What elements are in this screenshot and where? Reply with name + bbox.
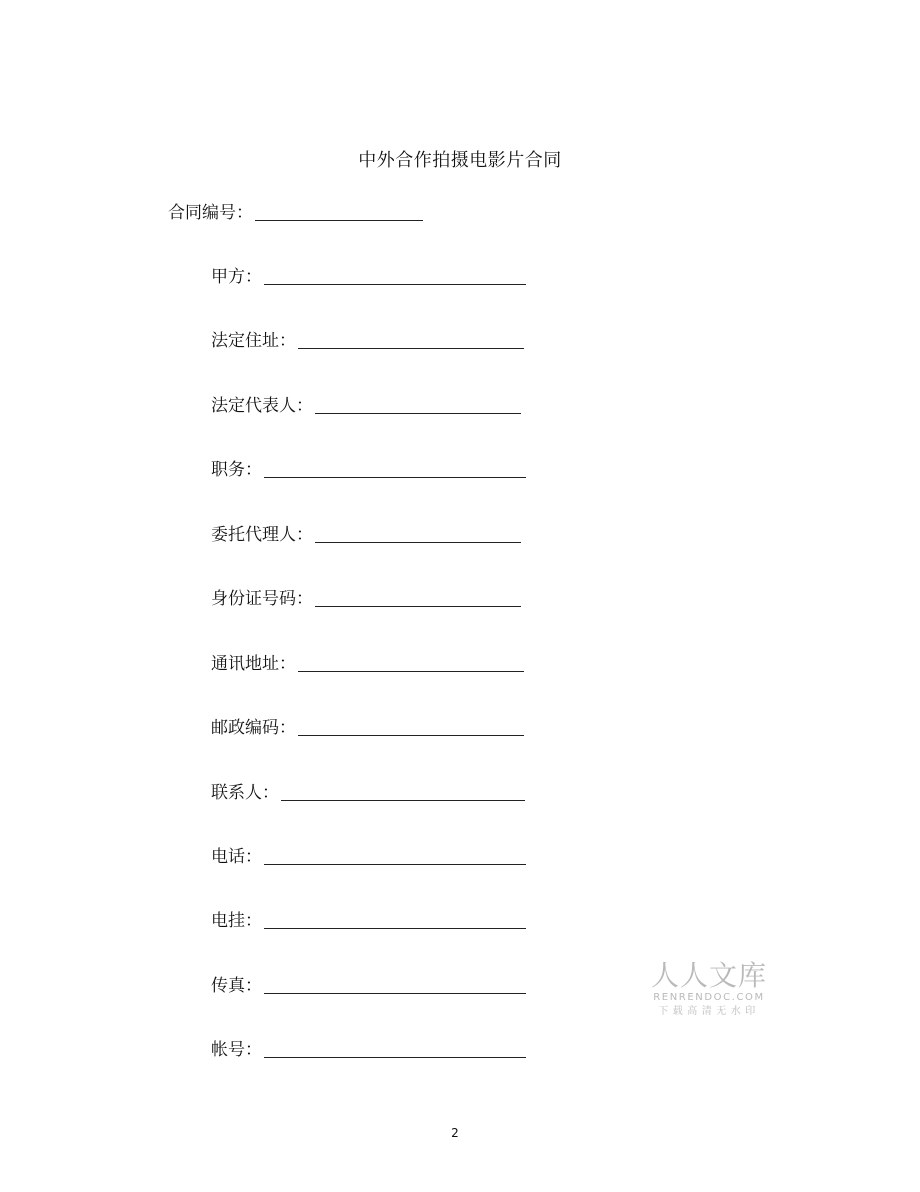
contract-number-field: [168, 200, 423, 224]
position-field: [211, 457, 526, 481]
legal-address-field: [211, 328, 524, 352]
position-blank: [264, 477, 526, 478]
fax-field: [211, 973, 526, 997]
watermark-main-text: 人人文库: [650, 959, 767, 992]
party-a-label: 甲方：: [211, 267, 262, 287]
legal-address-label: 法定住址：: [211, 331, 296, 351]
party-a-blank: [264, 284, 526, 285]
page-number: 2: [451, 1126, 459, 1140]
account-label: 帐号：: [211, 1040, 262, 1060]
mail-address-field: [211, 651, 524, 675]
fax-blank: [264, 993, 526, 994]
postal-code-field: [211, 715, 524, 739]
id-number-label: 身份证号码：: [211, 589, 313, 609]
contract-number-label: 合同编号：: [168, 203, 253, 223]
telex-field: [211, 908, 526, 932]
legal-representative-field: [211, 393, 521, 417]
phone-field: [211, 844, 526, 868]
postal-code-blank: [298, 735, 524, 736]
agent-label: 委托代理人：: [211, 525, 313, 545]
phone-label: 电话：: [211, 847, 262, 867]
fax-label: 传真：: [211, 976, 262, 996]
watermark-sub-text: 下载高清无水印: [658, 1006, 760, 1017]
renrendoc-watermark: [646, 960, 772, 1020]
legal-representative-label: 法定代表人：: [211, 396, 313, 416]
mail-address-label: 通讯地址：: [211, 654, 296, 674]
telex-label: 电挂：: [211, 911, 262, 931]
contract-number-blank: [255, 220, 423, 221]
id-number-field: [211, 586, 521, 610]
contact-person-field: [211, 780, 525, 804]
phone-blank: [264, 864, 526, 865]
mail-address-blank: [298, 671, 524, 672]
account-blank: [264, 1057, 526, 1058]
telex-blank: [264, 928, 526, 929]
contact-person-label: 联系人：: [211, 783, 279, 803]
contact-person-blank: [281, 800, 525, 801]
legal-representative-blank: [315, 413, 521, 414]
legal-address-blank: [298, 348, 524, 349]
account-field: [211, 1037, 526, 1061]
document-title: 中外合作拍摄电影片合同: [358, 150, 562, 171]
id-number-blank: [315, 606, 521, 607]
postal-code-label: 邮政编码：: [211, 718, 296, 738]
agent-blank: [315, 542, 521, 543]
party-a-field: [211, 264, 526, 288]
position-label: 职务：: [211, 460, 262, 480]
agent-field: [211, 522, 521, 546]
watermark-url-text: RENRENDOC.COM: [653, 992, 765, 1003]
